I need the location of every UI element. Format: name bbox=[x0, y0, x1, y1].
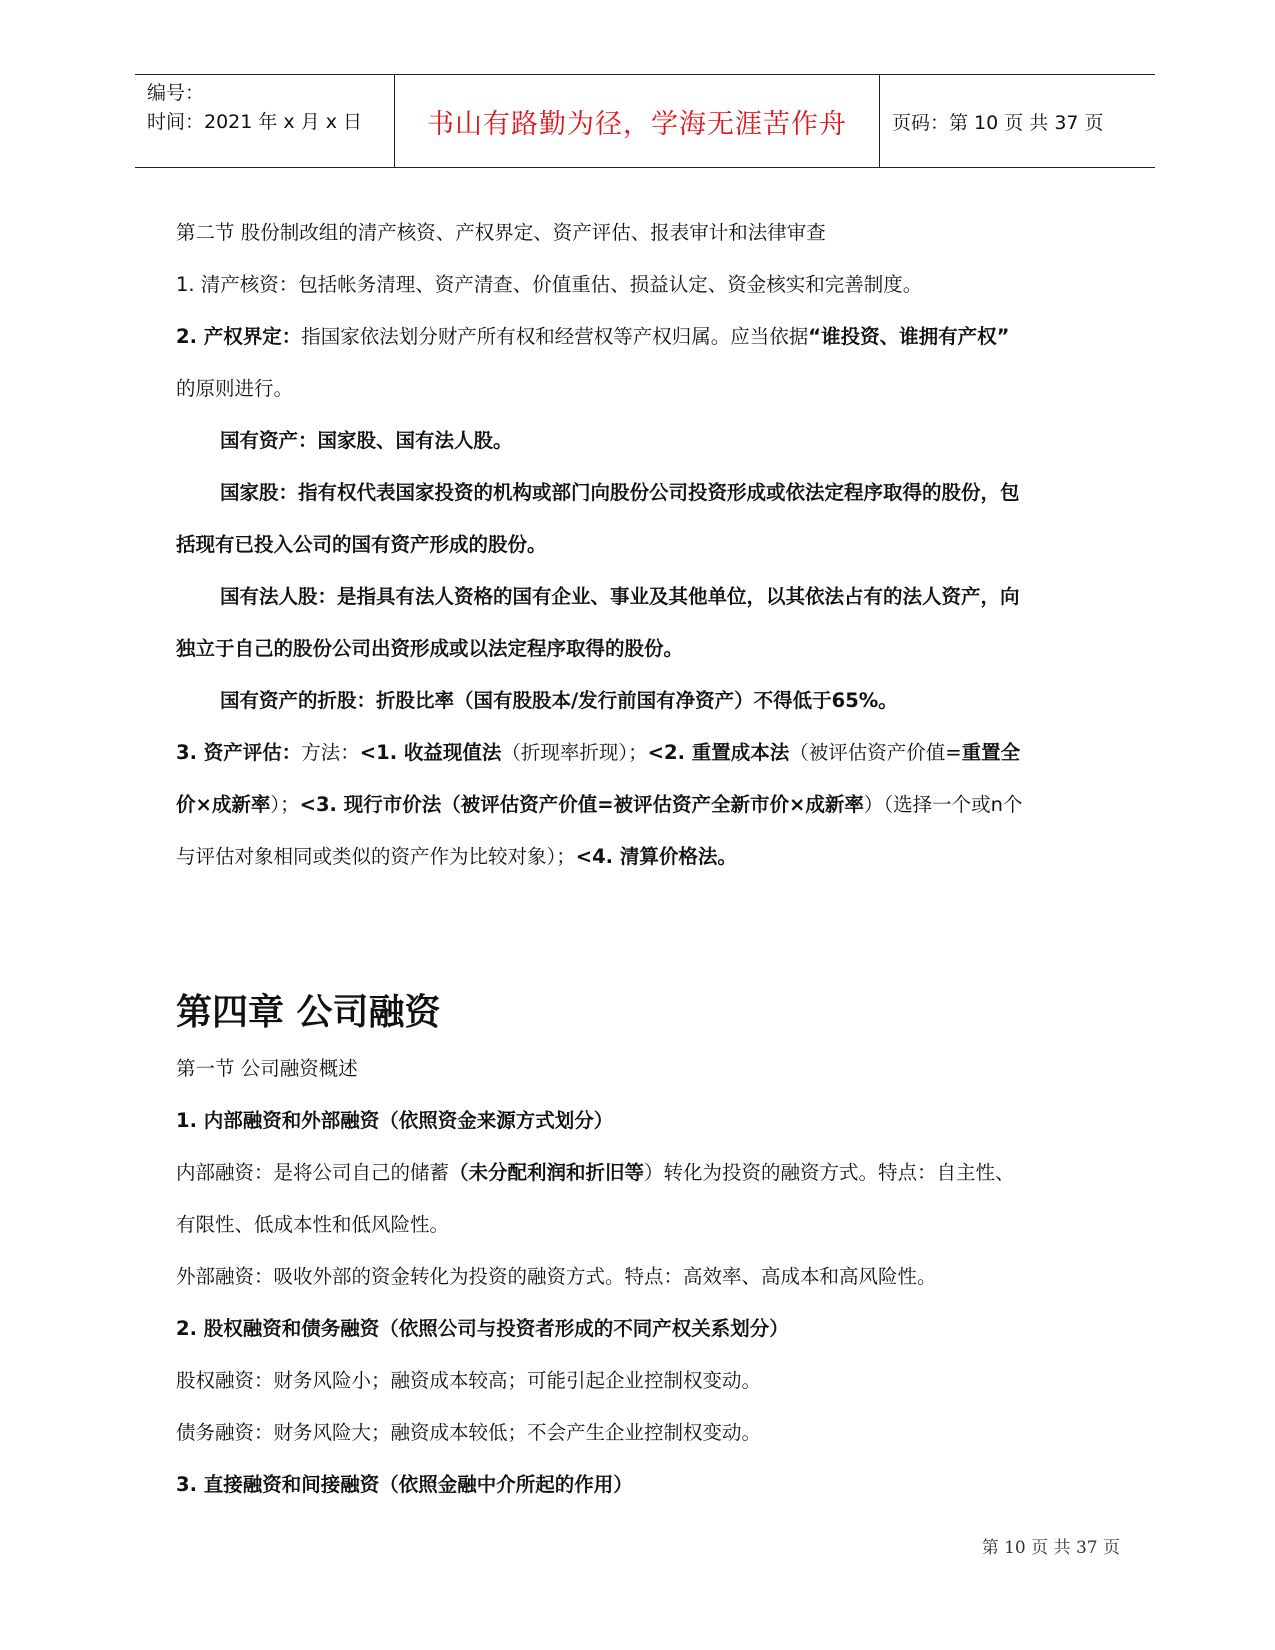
equity-financing: 股权融资：财务风险小；融资成本较高；可能引起企业控制权变动。 bbox=[176, 1369, 762, 1392]
spacer bbox=[176, 883, 1126, 983]
financing-head-3-text: 3. 直接融资和间接融资（依照金融中介所起的作用） bbox=[176, 1473, 633, 1496]
item3-c: （折现率折现）； bbox=[501, 741, 648, 764]
time-label: 时间：2021 年 x 月 x 日 bbox=[147, 111, 363, 133]
item3-j: ）（选择一个或n个 bbox=[863, 793, 1023, 816]
financing-head-1 bbox=[176, 1095, 1126, 1147]
financing-head-3 bbox=[176, 1459, 1126, 1511]
legal-shares-line1 bbox=[176, 571, 1126, 623]
legal-shares-line2 bbox=[176, 623, 1126, 675]
paragraph-item2 bbox=[176, 311, 1126, 363]
internal-a: 内部融资：是将公司自己的储蓄 bbox=[176, 1161, 450, 1184]
page-footer: 第 10 页 共 37 页 bbox=[981, 1538, 1120, 1558]
financing-head-1-text: 1. 内部融资和外部融资（依照资金来源方式划分） bbox=[176, 1109, 614, 1132]
item3-line2 bbox=[176, 779, 1126, 831]
state-shares-text1: 国家股：指有权代表国家投资的机构或部门向股份公司投资形成或依法定程序取得的股份，包 bbox=[220, 481, 1020, 504]
item2-quote: “谁投资、谁拥有产权” bbox=[808, 325, 1010, 348]
chapter-title: 第四章 公司融资 bbox=[176, 992, 441, 1033]
external-financing: 外部融资：吸收外部的资金转化为投资的融资方式。特点：高效率、高成本和高风险性。 bbox=[176, 1265, 937, 1288]
item3-b: <1. 收益现值法 bbox=[359, 741, 502, 764]
state-shares-text2: 括现有已投入公司的国有资产形成的股份。 bbox=[176, 533, 547, 556]
item3-f: 重置全 bbox=[961, 741, 1021, 764]
financing-head-2-text: 2. 股权融资和债务融资（依照公司与投资者形成的不同产权关系划分） bbox=[176, 1317, 789, 1340]
section-title: 第二节 股份制改组的清产核资、产权界定、资产评估、报表审计和法律审查 bbox=[176, 221, 826, 244]
financing-head-2 bbox=[176, 1303, 1126, 1355]
item2-text2: 的原则进行。 bbox=[176, 377, 294, 400]
discount bbox=[176, 675, 1126, 727]
document-header bbox=[135, 74, 1155, 168]
serial-label: 编号： bbox=[147, 82, 205, 104]
debt-financing: 债务融资：财务风险大；融资成本较低；不会产生企业控制权变动。 bbox=[176, 1421, 762, 1444]
state-assets bbox=[176, 415, 1126, 467]
header-motto: 书山有路勤为径，学海无涯苦作舟 bbox=[395, 75, 880, 167]
item3-head: 3. 资产评估： bbox=[176, 741, 302, 764]
item2-text1: 指国家依法划分财产所有权和经营权等产权归属。应当依据 bbox=[301, 325, 809, 348]
header-page-info: 页码：第 10 页 共 37 页 bbox=[892, 111, 1104, 134]
item3-line3 bbox=[176, 831, 1126, 883]
item3-k: 与评估对象相同或类似的资产作为比较对象）； bbox=[176, 845, 576, 868]
item3-g: 价×成新率 bbox=[176, 793, 271, 816]
internal-financing-line2: 有限性、低成本性和低风险性。 bbox=[176, 1213, 450, 1236]
item2-head: 2. 产权界定： bbox=[176, 325, 302, 348]
state-assets-text: 国有资产：国家股、国有法人股。 bbox=[220, 429, 513, 452]
state-shares-line1 bbox=[176, 467, 1126, 519]
item3-h: ）； bbox=[270, 793, 300, 816]
internal-c: ）转化为投资的融资方式。特点：自主性、 bbox=[644, 1161, 1015, 1184]
subsection-title: 第一节 公司融资概述 bbox=[176, 1057, 358, 1080]
header-meta bbox=[135, 75, 395, 167]
item3-line1 bbox=[176, 727, 1126, 779]
item3-d: <2. 重置成本法 bbox=[647, 741, 790, 764]
page-content bbox=[176, 207, 1126, 1511]
item3-i: <3. 现行市价法（被评估资产价值=被评估资产全新市价×成新率 bbox=[299, 793, 864, 816]
item3-e: （被评估资产价值= bbox=[789, 741, 962, 764]
legal-shares-text1: 国有法人股：是指具有法人资格的国有企业、事业及其他单位，以其依法占有的法人资产，向 bbox=[220, 585, 1020, 608]
state-shares-line2 bbox=[176, 519, 1126, 571]
paragraph-item1: 1. 清产核资：包括帐务清理、资产清查、价值重估、损益认定、资金核实和完善制度。 bbox=[176, 273, 923, 296]
internal-financing-line1 bbox=[176, 1147, 1126, 1199]
legal-shares-text2: 独立于自己的股份公司出资形成或以法定程序取得的股份。 bbox=[176, 637, 684, 660]
internal-b: （未分配利润和折旧等 bbox=[449, 1161, 645, 1184]
discount-text: 国有资产的折股：折股比率（国有股股本/发行前国有净资产）不得低于65%。 bbox=[220, 689, 898, 712]
item3-a: 方法： bbox=[301, 741, 360, 764]
item3-l: <4. 清算价格法。 bbox=[575, 845, 737, 868]
